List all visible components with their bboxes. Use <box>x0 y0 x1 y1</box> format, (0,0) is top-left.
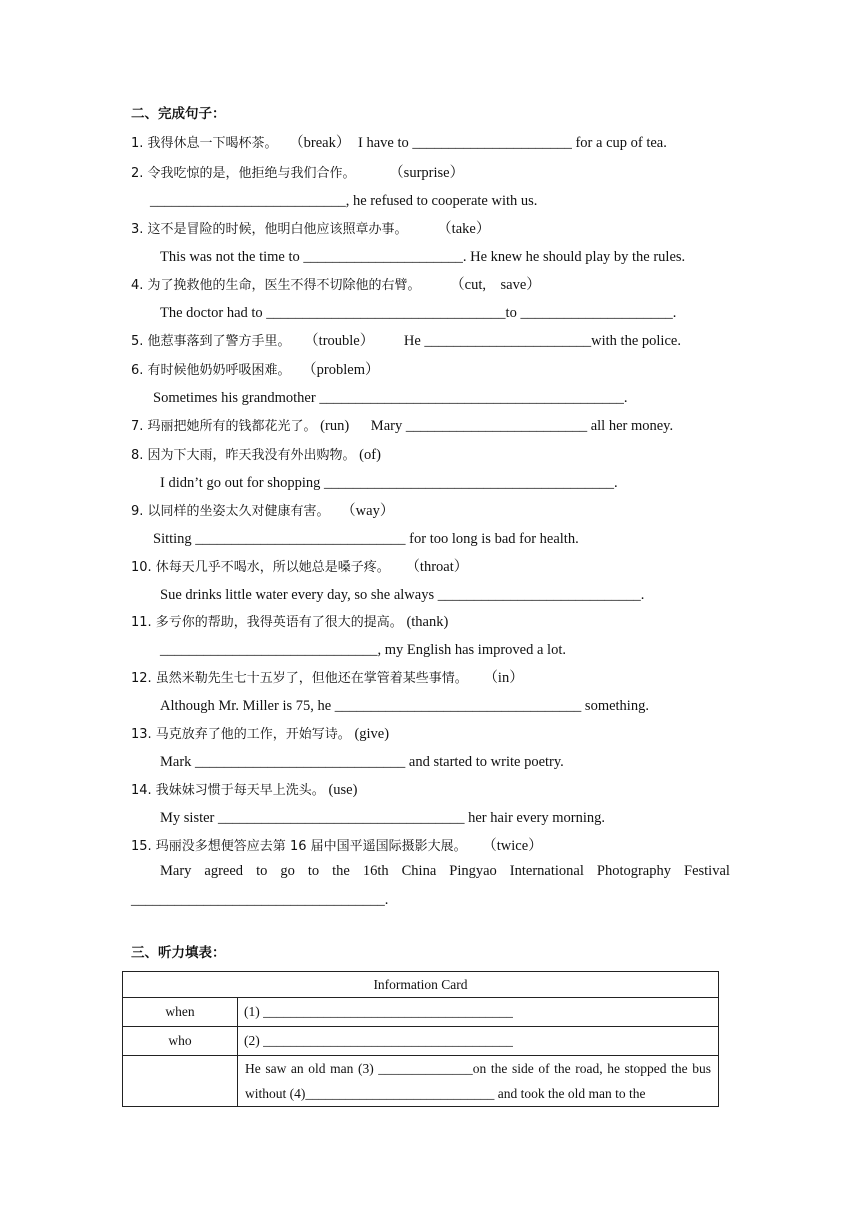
item-15-prompt <box>131 836 543 857</box>
item-15-word: China <box>401 863 437 879</box>
item-15-word: Pingyao <box>449 863 497 879</box>
item-1-english: I have to ______________________ for a cup of tea. <box>358 135 667 151</box>
item-10-hint: （throat） <box>405 559 469 575</box>
item-4-chinese: 4. 为了挽救他的生命，医生不得不切除他的右臂。 <box>131 278 421 293</box>
item-10-prompt <box>131 557 468 578</box>
item-11-hint: (thank) <box>406 614 449 630</box>
item-12-hint: （in） <box>483 670 524 686</box>
row-label-when: when <box>123 998 238 1027</box>
item-6-english: Sometimes his grandmother __________________________________________. <box>153 390 628 406</box>
item-15-word: Festival <box>684 863 730 879</box>
item-9-hint: （way） <box>341 503 395 519</box>
item-15-word: go <box>280 863 295 879</box>
item-15-english-continued: ___________________________________. <box>131 892 389 908</box>
item-15-hint: （twice） <box>482 838 543 854</box>
item-1-hint: （break） <box>289 135 351 151</box>
item-2-hint: （surprise） <box>389 165 465 181</box>
item-5-chinese: 5. 他惹事落到了警方手里。 <box>131 334 291 349</box>
item-2-prompt <box>131 163 464 184</box>
item-6-hint: （problem） <box>302 362 380 378</box>
item-5-english: He _______________________with the police. <box>403 333 681 349</box>
item-15-word: to <box>256 863 268 879</box>
item-15-chinese: 15. 玛丽没多想便答应去第 16 届中国平遥国际摄影大展。 <box>131 839 467 854</box>
item-1 <box>131 133 667 154</box>
item-7-english: Mary _________________________ all her money. <box>370 418 674 434</box>
item-8-english: I didn’t go out for shopping ________________________________________. <box>160 475 618 491</box>
item-14-prompt <box>131 780 357 801</box>
item-15-word: International <box>509 863 584 879</box>
item-5-hint: （trouble） <box>304 333 375 349</box>
item-9-prompt <box>131 501 394 522</box>
item-12-chinese: 12. 虽然米勒先生七十五岁了，但他还在掌管着某些事情。 <box>131 671 468 686</box>
item-15-word: the <box>332 863 350 879</box>
item-4-english: The doctor had to _________________________________to _____________________. <box>160 305 677 321</box>
item-12-prompt <box>131 668 524 689</box>
item-2-english: ___________________________, he refused to cooperate with us. <box>150 193 538 209</box>
answer-blank-2: (2) _____________________________________ <box>238 1027 719 1056</box>
item-9-chinese: 9. 以同样的坐姿太久对健康有害。 <box>131 504 330 519</box>
item-8-hint: (of) <box>359 447 381 463</box>
answer-blank-1: (1) _____________________________________ <box>238 998 719 1027</box>
item-13-hint: (give) <box>354 726 390 742</box>
item-6-prompt <box>131 360 380 381</box>
item-14-english: My sister __________________________________ her hair every morning. <box>160 810 606 826</box>
item-4-hint: （cut, save） <box>450 277 541 293</box>
item-10-chinese: 10. 休每天几乎不喝水，所以她总是嗓子疼。 <box>131 560 390 575</box>
table-row <box>123 1056 719 1107</box>
item-6-chinese: 6. 有时候他奶奶呼吸困难。 <box>131 363 291 378</box>
item-5 <box>131 331 681 352</box>
item-13-prompt <box>131 724 389 745</box>
item-2-chinese: 2. 令我吃惊的是，他拒绝与我们合作。 <box>131 166 356 181</box>
item-7 <box>131 416 673 437</box>
item-7-hint: (run) <box>320 418 350 434</box>
item-11-english: ______________________________, my English has improved a lot. <box>160 642 566 658</box>
information-card-table <box>122 971 719 1107</box>
row-label-who: who <box>123 1027 238 1056</box>
item-8-chinese: 8. 因为下大雨，昨天我没有外出购物。 <box>131 448 356 463</box>
section-2-heading: 二、完成句子： <box>131 106 226 122</box>
item-1-chinese: 1. 我得休息一下喝杯茶。 <box>131 136 278 151</box>
table-row <box>123 998 719 1027</box>
item-15-english <box>160 863 730 880</box>
item-12-english: Although Mr. Miller is 75, he __________________________________ something. <box>160 698 649 714</box>
item-8-prompt <box>131 445 381 466</box>
item-11-prompt <box>131 612 448 633</box>
item-3-chinese: 3. 这不是冒险的时候，他明白他应该照章办事。 <box>131 222 408 237</box>
item-14-hint: (use) <box>328 782 358 798</box>
item-7-chinese: 7. 玛丽把她所有的钱都花光了。 <box>131 419 317 434</box>
item-13-english: Mark _____________________________ and started to write poetry. <box>160 754 564 770</box>
item-15-word: Photography <box>596 863 671 879</box>
row-label-empty <box>123 1056 238 1107</box>
item-4-prompt <box>131 275 541 296</box>
table-row <box>123 1027 719 1056</box>
item-9-english: Sitting _____________________________ for too long is bad for health. <box>153 531 579 547</box>
item-3-prompt <box>131 219 490 240</box>
item-15-word: Mary <box>160 863 192 879</box>
item-11-chinese: 11. 多亏你的帮助，我得英语有了很大的提高。 <box>131 615 403 630</box>
section-3-heading: 三、听力填表： <box>131 945 226 961</box>
item-3-hint: （take） <box>437 221 491 237</box>
answer-blanks-3-4: He saw an old man (3) ______________on the side of the road, he stopped the bus without (4)____________________________ and took the old man to the <box>238 1056 719 1107</box>
item-15-word: 16th <box>362 863 389 879</box>
item-15-word: agreed <box>204 863 244 879</box>
item-3-english: This was not the time to ______________________. He knew he should play by the rules. <box>160 249 686 265</box>
item-10-english: Sue drinks little water every day, so she always ____________________________. <box>160 587 645 603</box>
item-15-word: to <box>307 863 320 879</box>
information-card-title: Information Card <box>123 972 719 998</box>
item-13-chinese: 13. 马克放弃了他的工作，开始写诗。 <box>131 727 351 742</box>
item-14-chinese: 14. 我妹妹习惯于每天早上洗头。 <box>131 783 325 798</box>
